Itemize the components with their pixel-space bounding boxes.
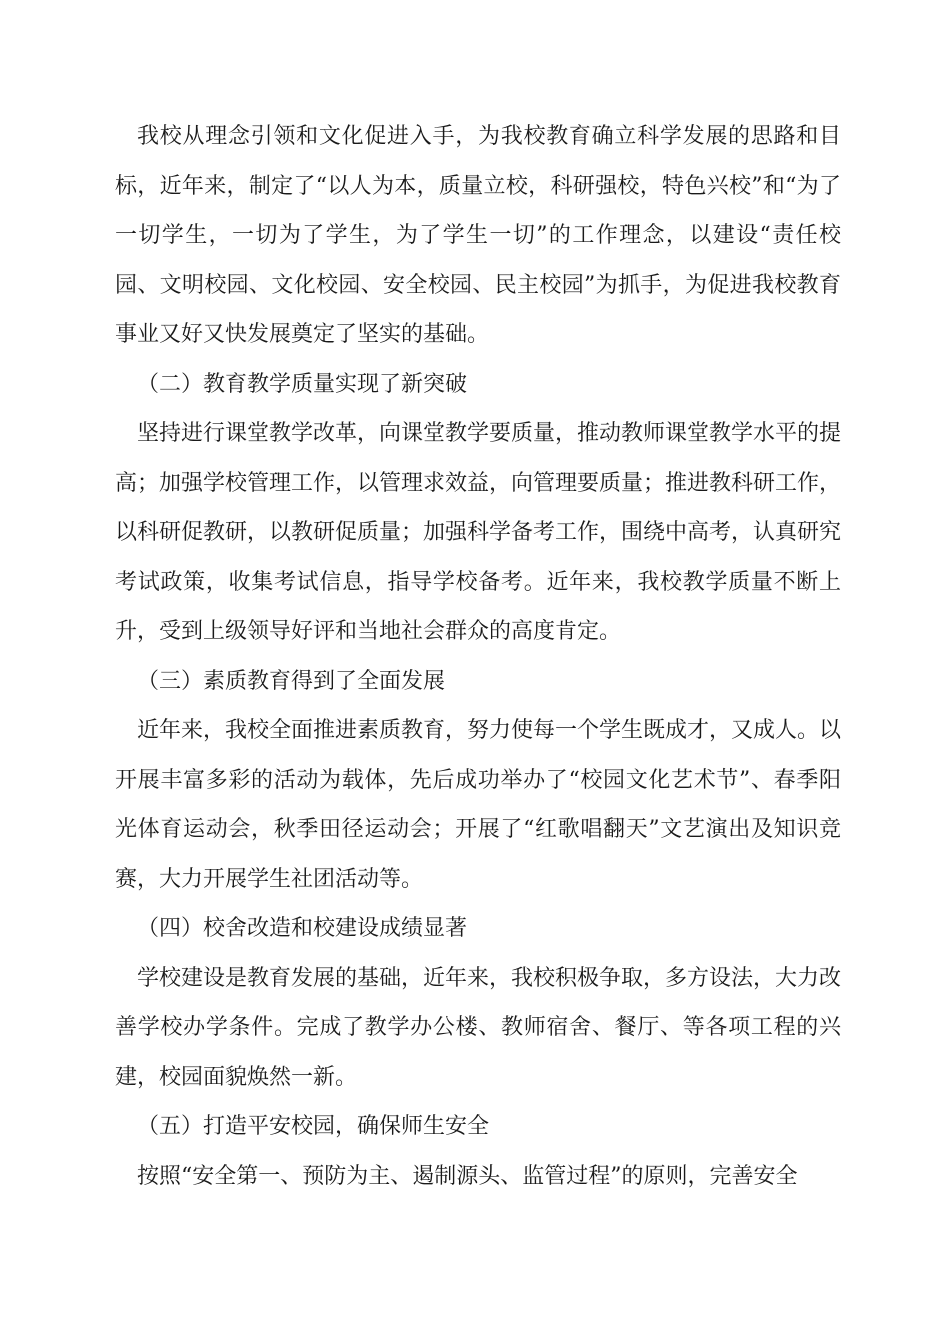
paragraph-philosophy: 我校从理念引领和文化促进入手，为我校教育确立科学发展的思路和目标，近年来，制定了“以人为本，质量立校，科研强校，特色兴校”和“为了一切学生，一切为了学生，为了学生一切”的工作理念，以建设“责任校园、文明校园、文化校园、安全校园、民主校园”为抓手，为促进我校教育事业又好又快发展奠定了坚实的基础。: [115, 124, 841, 347]
document-body: [115, 112, 841, 1201]
section-heading-campus-safety: （五）打造平安校园，确保师生安全: [137, 1114, 490, 1139]
section-heading-campus-construction: （四）校舍改造和校建设成绩显著: [137, 916, 468, 941]
section-heading-quality-education: （三）素质教育得到了全面发展: [137, 668, 446, 694]
paragraph-campus-safety: 按照“安全第一、预防为主、遏制源头、监管过程”的原则，完善安全: [137, 1163, 798, 1189]
paragraph-teaching-quality: 坚持进行课堂教学改革，向课堂教学要质量，推动教师课堂教学水平的提高；加强学校管理工作，以管理求效益，向管理要质量；推进教科研工作，以科研促教研，以教研促质量；加强科学备考工作，围绕中高考，认真研究考试政策，收集考试信息，指导学校备考。近年来，我校教学质量不断上升，受到上级领导好评和当地社会群众的高度肯定。: [115, 421, 842, 644]
section-heading-teaching-quality: （二）教育教学质量实现了新突破: [137, 371, 468, 397]
paragraph-campus-construction: 学校建设是教育发展的基础，近年来，我校积极争取，多方设法，大力改善学校办学条件。完成了教学办公楼、教师宿舍、餐厅、等各项工程的兴建，校园面貌焕然一新。: [115, 965, 842, 1090]
paragraph-quality-education: 近年来，我校全面推进素质教育，努力使每一个学生既成才，又成人。以开展丰富多彩的活动为载体，先后成功举办了“校园文化艺术节”、春季阳光体育运动会，秋季田径运动会；开展了“红歌唱翻天”文艺演出及知识竞赛，大力开展学生社团活动等。: [115, 718, 842, 892]
